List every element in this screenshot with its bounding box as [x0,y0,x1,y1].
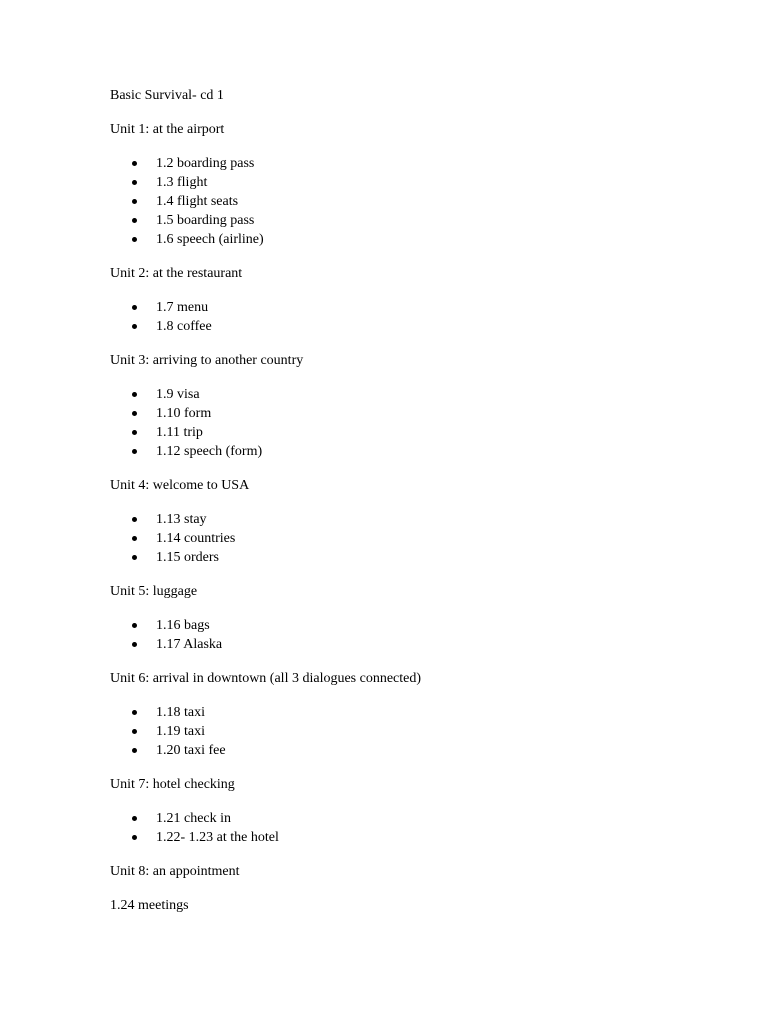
bullet-icon [132,305,137,310]
bullet-icon [132,324,137,329]
list-item-label: 1.7 menu [156,300,209,315]
list-item [110,404,730,423]
bullet-icon [132,555,137,560]
unit-heading: Unit 2: at the restaurant [110,266,243,281]
document-title: Basic Survival- cd 1 [110,88,224,103]
unit-item-list [110,385,730,461]
list-item [110,809,730,828]
bullet-icon [132,729,137,734]
trailing-line: 1.24 meetings [110,898,189,913]
list-item [110,703,730,722]
list-item [110,317,730,336]
list-item [110,529,730,548]
list-item-label: 1.2 boarding pass [156,156,255,171]
list-item-label: 1.11 trip [156,425,203,440]
bullet-icon [132,835,137,840]
unit-heading: Unit 6: arrival in downtown (all 3 dialogues connected) [110,671,422,686]
list-item [110,154,730,173]
list-item-label: 1.9 visa [156,387,200,402]
unit-heading: Unit 7: hotel checking [110,777,235,792]
list-item-label: 1.19 taxi [156,724,205,739]
list-item-label: 1.17 Alaska [156,637,223,652]
unit-item-list [110,510,730,567]
bullet-icon [132,449,137,454]
list-item [110,211,730,230]
bullet-icon [132,536,137,541]
bullet-icon [132,748,137,753]
list-item [110,385,730,404]
list-item [110,173,730,192]
list-item [110,548,730,567]
bullet-icon [132,199,137,204]
document-page [110,86,730,915]
list-item-label: 1.10 form [156,406,212,421]
bullet-icon [132,623,137,628]
list-item [110,298,730,317]
bullet-icon [132,816,137,821]
list-item [110,828,730,847]
bullet-icon [132,218,137,223]
bullet-icon [132,642,137,647]
list-item [110,230,730,249]
list-item [110,722,730,741]
unit-heading: Unit 3: arriving to another country [110,353,304,368]
bullet-icon [132,392,137,397]
list-item-label: 1.12 speech (form) [156,444,263,459]
list-item-label: 1.13 stay [156,512,207,527]
unit-item-list [110,298,730,336]
list-item [110,635,730,654]
unit-heading: Unit 4: welcome to USA [110,478,250,493]
list-item-label: 1.22- 1.23 at the hotel [156,830,279,845]
bullet-icon [132,237,137,242]
bullet-icon [132,430,137,435]
list-item [110,423,730,442]
list-item [110,616,730,635]
unit-item-list [110,154,730,249]
unit-item-list [110,616,730,654]
unit-item-list [110,809,730,847]
list-item-label: 1.6 speech (airline) [156,232,264,247]
list-item-label: 1.20 taxi fee [156,743,226,758]
list-item-label: 1.4 flight seats [156,194,239,209]
bullet-icon [132,161,137,166]
list-item-label: 1.21 check in [156,811,232,826]
list-item-label: 1.14 countries [156,531,236,546]
list-item-label: 1.3 flight [156,175,208,190]
bullet-icon [132,180,137,185]
list-item [110,442,730,461]
list-item-label: 1.5 boarding pass [156,213,255,228]
unit-heading: Unit 5: luggage [110,584,198,599]
bullet-icon [132,710,137,715]
bullet-icon [132,517,137,522]
unit-heading: Unit 1: at the airport [110,122,225,137]
list-item [110,741,730,760]
list-item-label: 1.8 coffee [156,319,212,334]
unit-item-list [110,703,730,760]
list-item [110,510,730,529]
list-item [110,192,730,211]
list-item-label: 1.16 bags [156,618,210,633]
unit-heading: Unit 8: an appointment [110,864,240,879]
bullet-icon [132,411,137,416]
list-item-label: 1.15 orders [156,550,219,565]
list-item-label: 1.18 taxi [156,705,205,720]
